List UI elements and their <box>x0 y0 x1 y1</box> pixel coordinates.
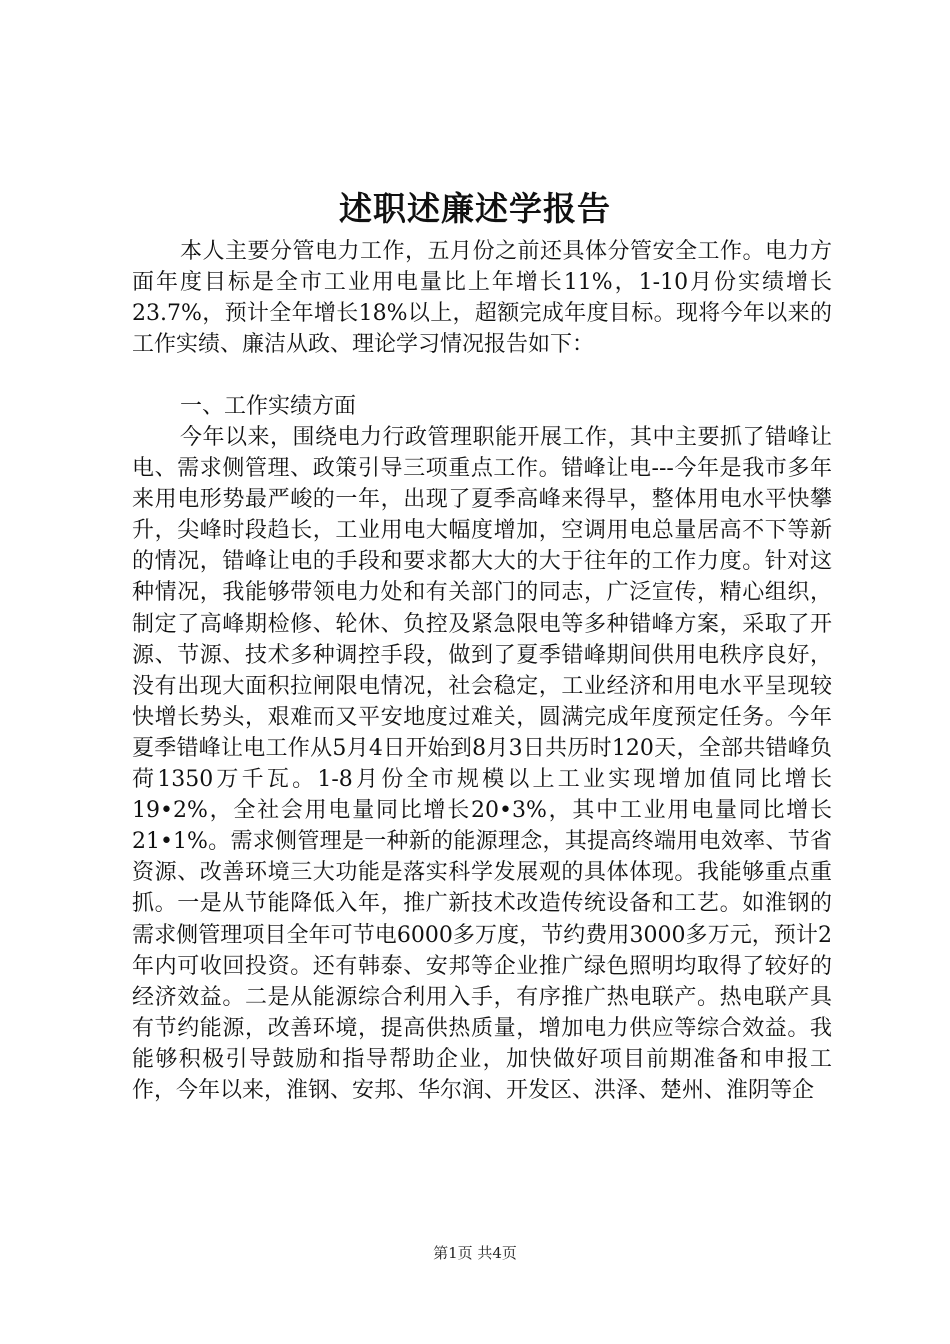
section-heading: 一、工作实绩方面 <box>180 394 357 419</box>
page-footer: 第1页 共4页 <box>433 1244 517 1262</box>
intro-paragraph: 本人主要分管电力工作，五月份之前还具体分管安全工作。电力方面年度目标是全市工业用电量比上年增长11%，1-10月份实绩增长23.7%，预计全年增长18%以上，超额完成年度目标。现将今年以来的工作实绩、廉洁从政、理论学习情况报告如下： <box>132 239 832 358</box>
section-paragraph: 今年以来，围绕电力行政管理职能开展工作，其中主要抓了错峰让电、需求侧管理、政策引导三项重点工作。错峰让电---今年是我市多年来用电形势最严峻的一年，出现了夏季高峰来得早，整体用电水平快攀升，尖峰时段趋长，工业用电大幅度增加，空调用电总量居高不下等新的情况，错峰让电的手段和要求都大大的大于往年的工作力度。针对这种情况，我能够带领电力处和有关部门的同志，广泛宣传，精心组织，制定了高峰期检修、轮休、负控及紧急限电等多种错峰方案，采取了开源、节源、技术多种调控手段，做到了夏季错峰期间供用电秩序良好，没有出现大面积拉闸限电情况，社会稳定，工业经济和用电水平呈现较快增长势头，艰难而又平安地度过难关，圆满完成年度预定任务。今年夏季错峰让电工作从5月4日开始到8月3日共历时120天，全部共错峰负荷1350万千瓦。1-8月份全市规模以上工业实现增加值同比增长19•2%，全社会用电量同比增长20•3%，其中工业用电量同比增长21•1%。需求侧管理是一种新的能源理念，其提高终端用电效率、节省资源、改善环境三大功能是落实科学发展观的具体体现。我能够重点重抓。一是从节能降低入年，推广新技术改造传统设备和工艺。如淮钢的需求侧管理项目全年可节电6000多万度，节约费用3000多万元，预计2年内可收回投资。还有韩泰、安邦等企业推广绿色照明均取得了较好的经济效益。二是从能源综合利用入手，有序推广热电联产。热电联产具有节约能源，改善环境，提高供热质量，增加电力供应等综合效益。我能够积极引导鼓励和指导帮助企业，加快做好项目前期准备和申报工作，今年以来，淮钢、安邦、华尔润、开发区、洪泽、楚州、淮阴等企 <box>132 425 832 1103</box>
document-title: 述职述廉述学报告 <box>339 189 611 228</box>
